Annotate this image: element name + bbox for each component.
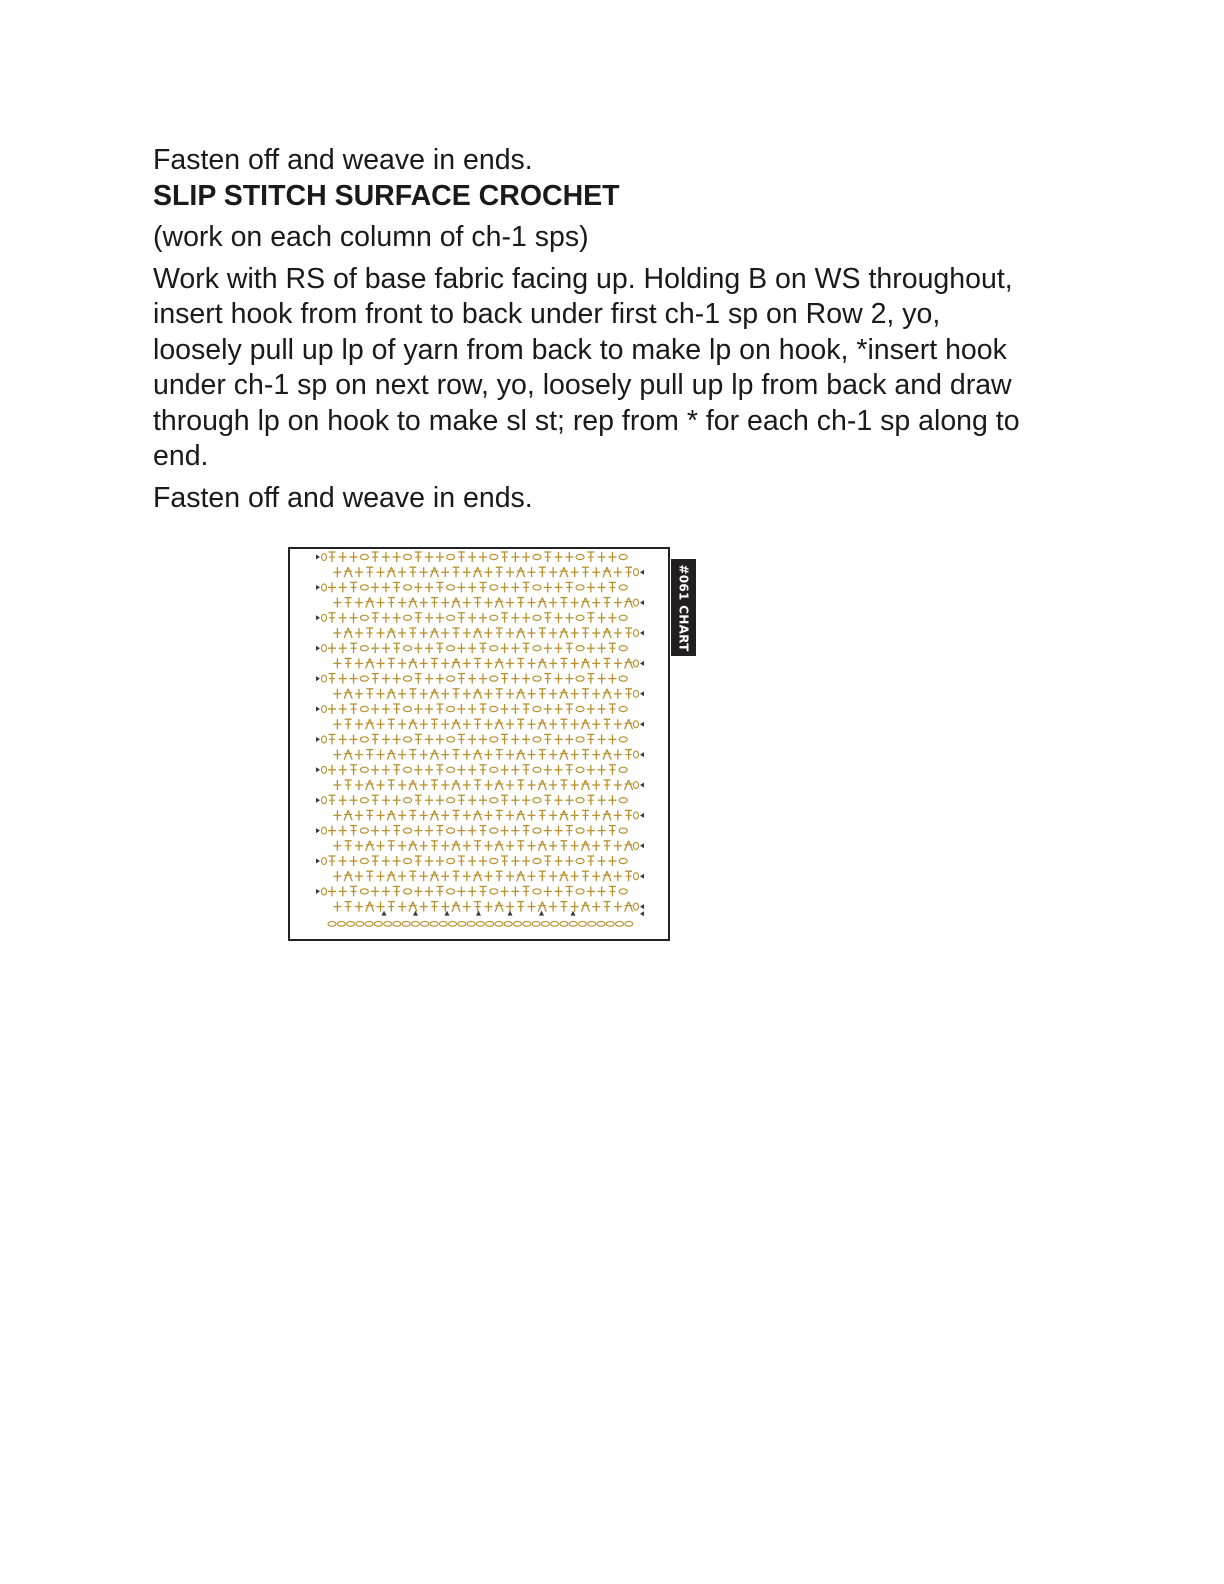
chart-row — [333, 902, 644, 912]
chart-row — [316, 674, 627, 684]
instruction-line: end. — [153, 440, 209, 472]
chart-row — [316, 886, 627, 896]
instruction-line: loosely pull up lp of yarn from back to make lp on hook, *insert hook — [153, 333, 1007, 366]
chart-row — [333, 658, 644, 668]
chart-row — [316, 856, 627, 866]
stitch-chart-diagram — [290, 549, 668, 939]
fasten-off-line: Fasten off and weave in ends. — [153, 144, 533, 176]
chart-row — [316, 643, 627, 653]
chart-row — [333, 780, 644, 790]
chart-row — [316, 795, 627, 805]
chart-row — [333, 841, 644, 851]
chart-row — [333, 567, 644, 577]
chart-row — [316, 582, 627, 592]
chart-row — [333, 689, 644, 699]
chart-row — [316, 765, 627, 775]
section-heading: SLIP STITCH SURFACE CROCHET — [153, 179, 620, 212]
instruction-line: under ch-1 sp on next row, yo, loosely pull up lp from back and draw — [153, 369, 1012, 401]
instruction-line: insert hook from front to back under first ch-1 sp on Row 2, yo, — [153, 298, 941, 330]
chart-row — [316, 734, 627, 744]
chart-row — [333, 871, 644, 881]
chart-row — [333, 719, 644, 729]
chart-row — [333, 810, 644, 820]
section-subheading: (work on each column of ch-1 sps) — [153, 221, 589, 253]
chart-row — [316, 704, 627, 714]
instruction-line: Work with RS of base fabric facing up. Holding B on WS throughout, — [153, 262, 1013, 295]
chart-tab — [671, 559, 696, 656]
chart-row — [333, 628, 644, 638]
stitch-chart — [288, 547, 670, 941]
instruction-line: through lp on hook to make sl st; rep from * for each ch-1 sp along to — [153, 404, 1020, 437]
chart-row — [316, 552, 627, 562]
instructions-text — [153, 143, 1083, 516]
fasten-off-line: Fasten off and weave in ends. — [153, 481, 533, 514]
chart-row — [333, 598, 644, 608]
chart-row — [316, 613, 627, 623]
chart-tab-label: #061 CHART — [676, 563, 691, 652]
chart-row — [333, 750, 644, 760]
chart-foundation-row — [328, 911, 644, 926]
chart-row — [316, 826, 627, 836]
